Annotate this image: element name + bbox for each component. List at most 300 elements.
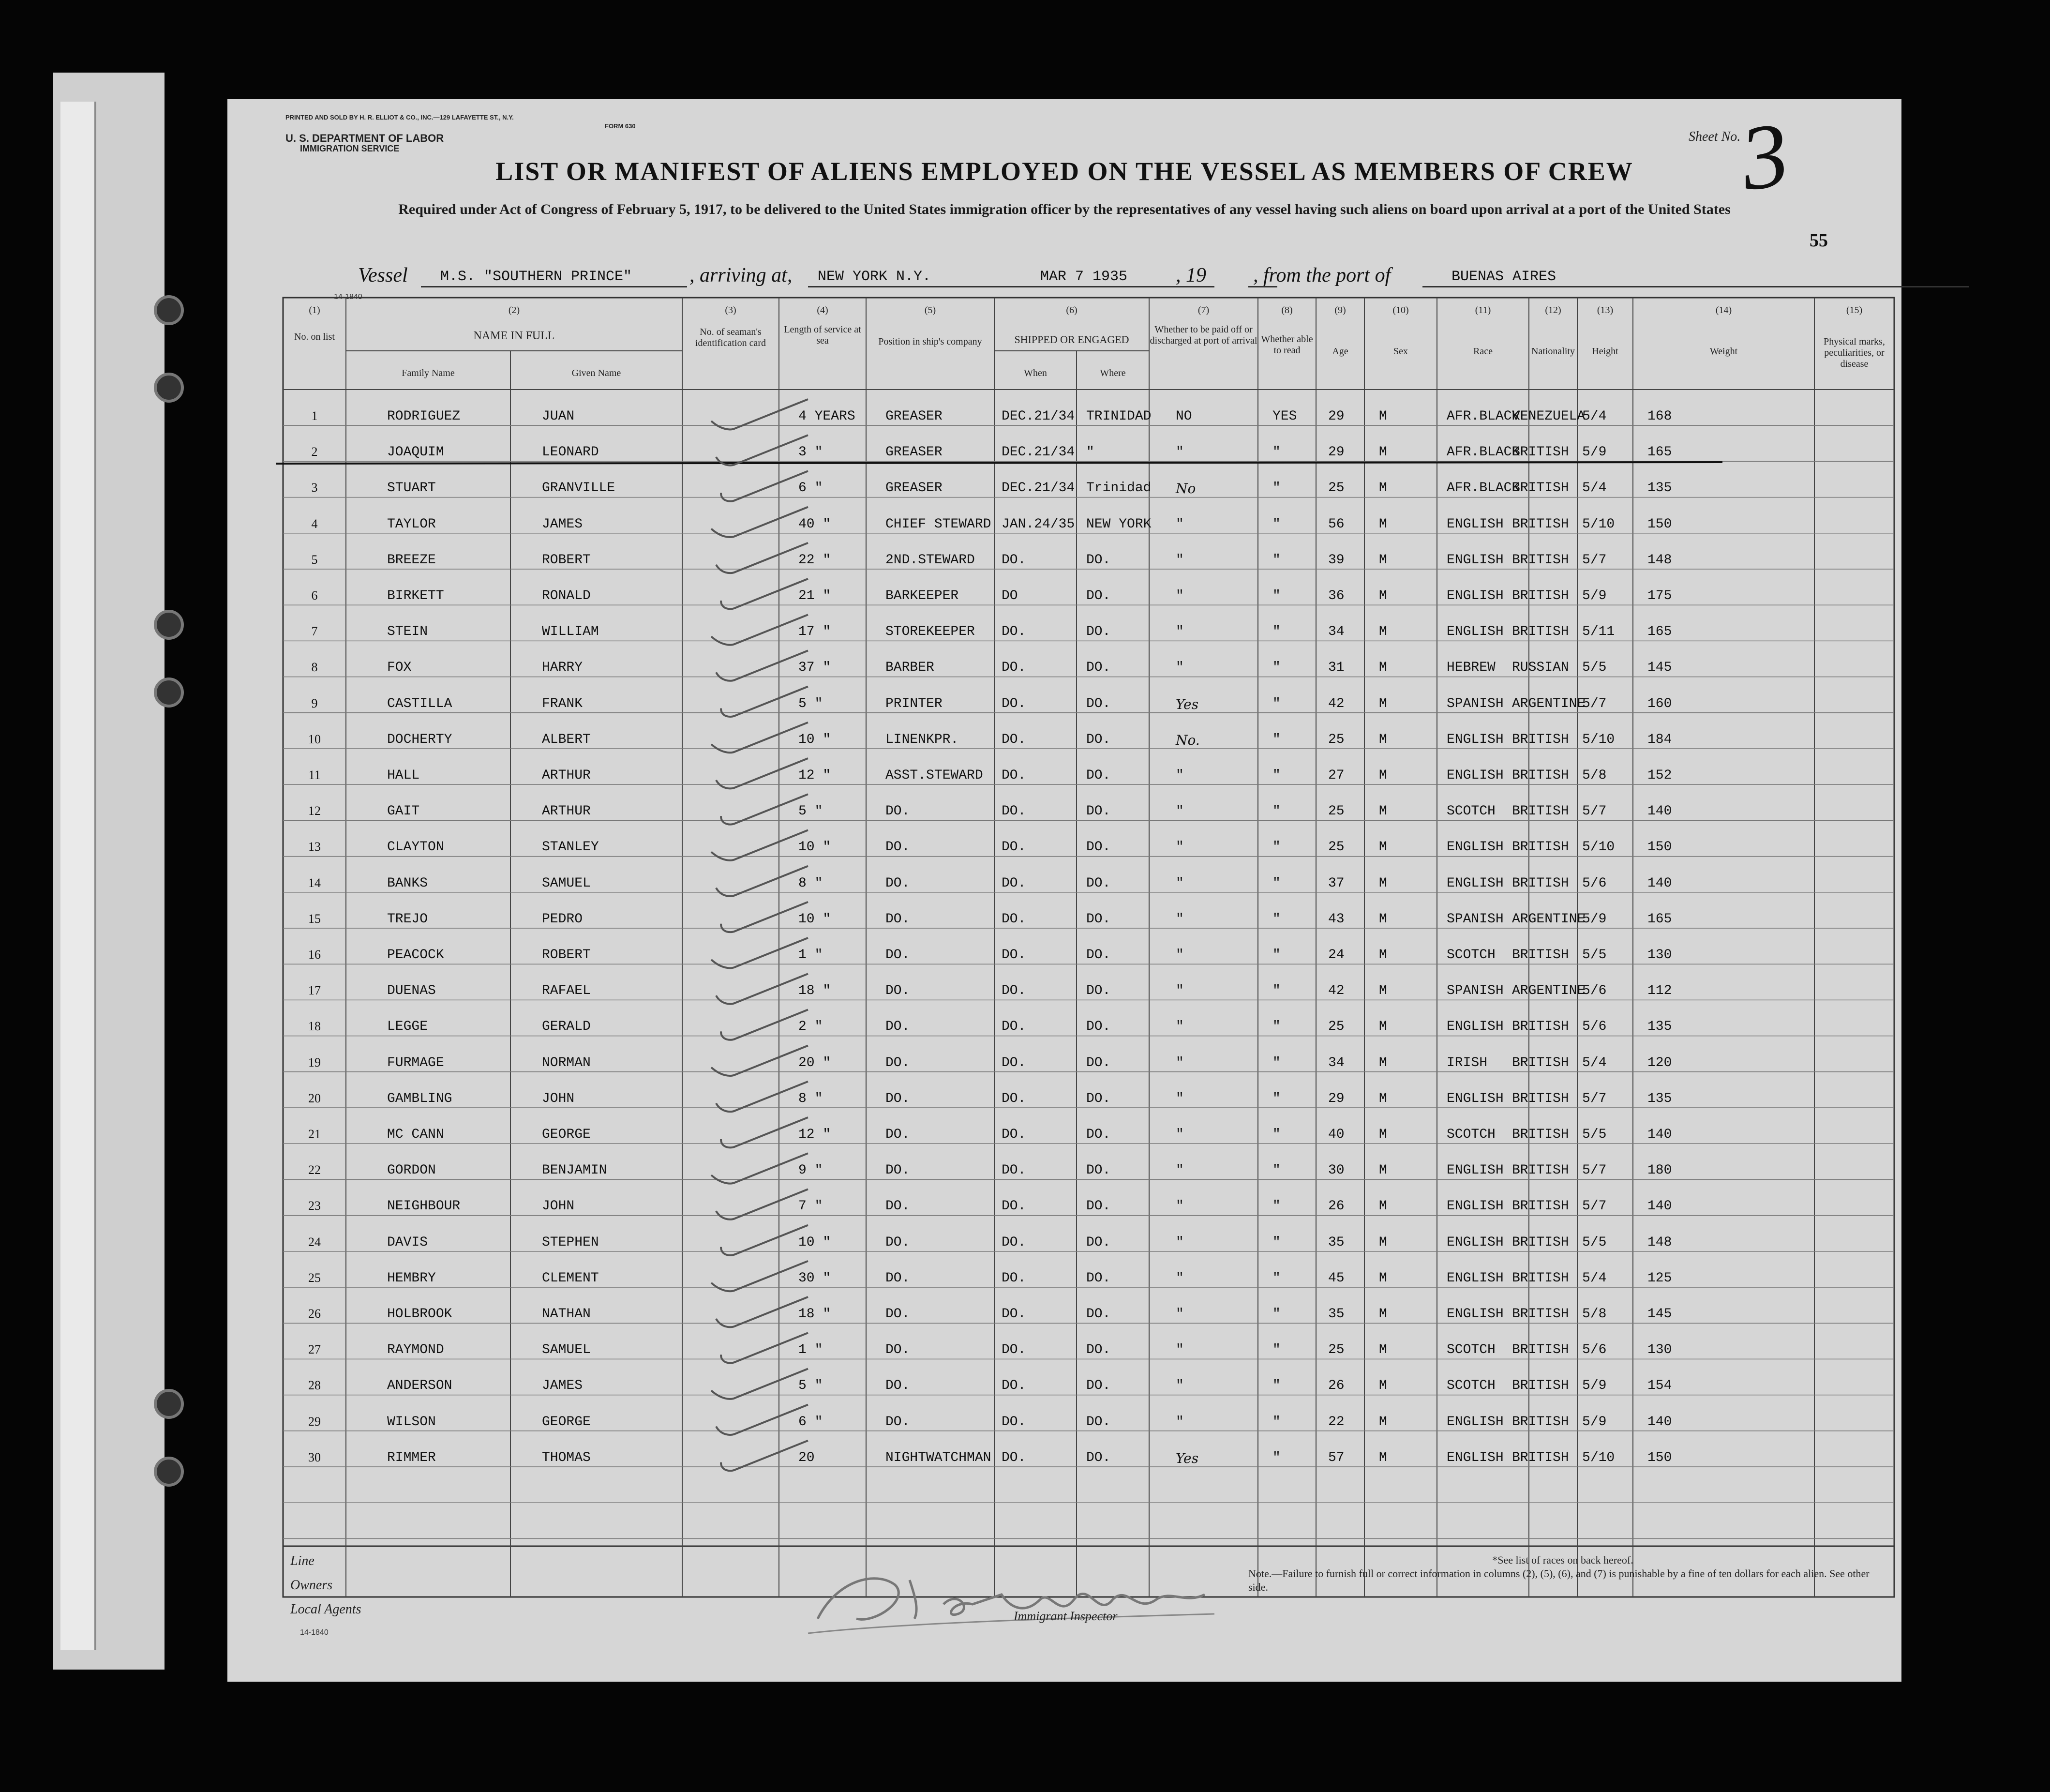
cell-weight: 160 <box>1647 696 1672 711</box>
cell-race: SPANISH <box>1447 911 1504 927</box>
check-mark <box>716 1082 808 1112</box>
cell-height: 5/5 <box>1582 948 1607 963</box>
cell-position: DO. <box>885 840 910 855</box>
cell-able-read: " <box>1272 1307 1281 1322</box>
cell-nationality: BRITISH <box>1512 481 1569 496</box>
header-id-card: No. of seaman's identification card <box>695 327 766 348</box>
inspector-signature <box>798 1551 1234 1648</box>
cell-paid-off: " <box>1176 1235 1184 1250</box>
cell-where: DO. <box>1086 1307 1111 1322</box>
column-number: (6) <box>1066 305 1077 316</box>
cell-where: DO. <box>1086 624 1111 640</box>
cell-paid-off: " <box>1176 516 1184 532</box>
cell-no: 8 <box>311 660 318 675</box>
cell-where: DO. <box>1086 804 1111 819</box>
cell-nationality: BRITISH <box>1512 552 1569 568</box>
page-subtitle: Required under Act of Congress of February 5, 1917, to be delivered to the United States immigration officer by the representatives of any vessel having such aliens on board upon arrival at a port of the United States <box>398 201 1731 217</box>
cell-able-read: " <box>1272 768 1281 783</box>
form-number: FORM 630 <box>605 122 636 130</box>
cell-paid-off: " <box>1176 1378 1184 1394</box>
cell-position: DO. <box>885 1127 910 1142</box>
cell-position: DO. <box>885 1199 910 1214</box>
cell-weight: 140 <box>1647 1414 1672 1430</box>
cell-when: DO. <box>1002 1019 1026 1035</box>
cell-given-name: STANLEY <box>542 840 599 855</box>
cell-sex: M <box>1379 948 1387 963</box>
cell-weight: 165 <box>1647 911 1672 927</box>
cell-length-service: 5 " <box>798 1378 823 1394</box>
column-number: (10) <box>1392 305 1409 316</box>
cell-able-read: " <box>1272 445 1281 460</box>
cell-nationality: BRITISH <box>1512 1055 1569 1070</box>
cell-nationality: BRITISH <box>1512 516 1569 532</box>
cell-able-read: " <box>1272 552 1281 568</box>
cell-sex: M <box>1379 516 1387 532</box>
header-position: Position in ship's company <box>878 336 982 347</box>
cell-age: 43 <box>1328 911 1345 927</box>
arrival-date: MAR 7 1935 <box>1040 269 1128 285</box>
cell-when: DO <box>1002 588 1018 603</box>
cell-nationality: BRITISH <box>1512 1342 1569 1358</box>
column-number: (11) <box>1475 305 1491 316</box>
cell-length-service: 10 " <box>798 911 831 927</box>
cell-weight: 112 <box>1647 983 1672 999</box>
cell-given-name: BENJAMIN <box>542 1163 607 1178</box>
cell-family-name: FURMAGE <box>387 1055 444 1070</box>
cell-position: CHIEF STEWARD <box>885 516 991 532</box>
cell-where: TRINIDAD <box>1086 409 1152 424</box>
cell-position: DO. <box>885 1235 910 1250</box>
cell-given-name: HARRY <box>542 660 583 676</box>
cell-given-name: PEDRO <box>542 911 583 927</box>
cell-sex: M <box>1379 1270 1387 1286</box>
cell-paid-off: " <box>1176 1019 1184 1035</box>
cell-weight: 150 <box>1647 840 1672 855</box>
cell-nationality: BRITISH <box>1512 1019 1569 1035</box>
cell-paid-off: " <box>1176 1414 1184 1430</box>
cell-able-read: " <box>1272 588 1281 603</box>
cell-race: SCOTCH <box>1447 1378 1496 1394</box>
cell-weight: 152 <box>1647 768 1672 783</box>
cell-when: DO. <box>1002 1307 1026 1322</box>
cell-nationality: BRITISH <box>1512 1091 1569 1106</box>
cell-no: 3 <box>311 481 318 495</box>
cell-sex: M <box>1379 1235 1387 1250</box>
check-mark <box>716 1405 808 1435</box>
cell-given-name: ALBERT <box>542 732 591 747</box>
check-mark <box>721 1441 808 1471</box>
check-mark <box>721 471 808 501</box>
check-mark <box>711 938 808 968</box>
cell-nationality: BRITISH <box>1512 1235 1569 1250</box>
cell-height: 5/7 <box>1582 1199 1607 1214</box>
cell-position: DO. <box>885 1414 910 1430</box>
column-number: (15) <box>1846 305 1863 316</box>
cell-age: 25 <box>1328 840 1345 855</box>
cell-when: DEC.21/34 <box>1002 445 1075 460</box>
cell-nationality: BRITISH <box>1512 1127 1569 1142</box>
arriving-label: , arriving at, <box>689 264 793 286</box>
column-number: (4) <box>817 305 828 316</box>
cell-position: DO. <box>885 1342 910 1358</box>
cell-position: ASST.STEWARD <box>885 768 983 783</box>
header-nationality: Nationality <box>1531 346 1575 357</box>
cell-sex: M <box>1379 1019 1387 1035</box>
cell-family-name: CASTILLA <box>387 696 452 711</box>
cell-length-service: 21 " <box>798 588 831 603</box>
cell-age: 29 <box>1328 445 1345 460</box>
cell-able-read: " <box>1272 840 1281 855</box>
cell-race: ENGLISH <box>1447 1091 1504 1106</box>
cell-age: 31 <box>1328 660 1345 676</box>
cell-nationality: ARGENTINE <box>1512 911 1586 927</box>
cell-age: 34 <box>1328 624 1345 640</box>
cell-paid-off: " <box>1176 840 1184 855</box>
cell-race: AFR.BLACK <box>1447 445 1520 460</box>
column-number: (2) <box>508 305 520 316</box>
cell-able-read: " <box>1272 983 1281 999</box>
cell-able-read: " <box>1272 1199 1281 1214</box>
cell-family-name: DAVIS <box>387 1235 428 1250</box>
cell-paid-off: " <box>1176 624 1184 640</box>
cell-no: 18 <box>308 1019 321 1034</box>
cell-family-name: TREJO <box>387 911 428 927</box>
cell-length-service: 8 " <box>798 875 823 891</box>
cell-race: ENGLISH <box>1447 1307 1504 1322</box>
header-given-name: Given Name <box>571 368 621 378</box>
cell-age: 42 <box>1328 696 1345 711</box>
cell-where: DO. <box>1086 1378 1111 1394</box>
binder-hole <box>154 610 184 640</box>
cell-able-read: " <box>1272 948 1281 963</box>
cell-where: Trinidad <box>1086 481 1152 496</box>
binder-hole <box>154 295 184 325</box>
header-weight: Weight <box>1709 346 1738 357</box>
cell-given-name: FRANK <box>542 696 583 711</box>
header-height: Height <box>1592 346 1618 357</box>
cell-weight: 125 <box>1647 1270 1672 1286</box>
cell-paid-off: " <box>1176 1091 1184 1106</box>
cell-able-read: " <box>1272 1270 1281 1286</box>
cell-age: 34 <box>1328 1055 1345 1070</box>
cell-family-name: STEIN <box>387 624 428 640</box>
cell-no: 11 <box>308 768 321 782</box>
cell-when: DO. <box>1002 1055 1026 1070</box>
cell-position: GREASER <box>885 409 943 424</box>
cell-given-name: LEONARD <box>542 445 599 460</box>
cell-weight: 165 <box>1647 624 1672 640</box>
cell-position: GREASER <box>885 481 943 496</box>
column-number: (12) <box>1545 305 1561 316</box>
cell-race: ENGLISH <box>1447 516 1504 532</box>
cell-able-read: " <box>1272 516 1281 532</box>
binder-edge <box>53 73 165 1670</box>
binder-hole <box>154 373 184 403</box>
cell-weight: 148 <box>1647 552 1672 568</box>
cell-length-service: 2 " <box>798 1019 823 1035</box>
cell-age: 25 <box>1328 732 1345 747</box>
cell-where: " <box>1086 445 1094 460</box>
check-mark <box>716 974 808 1004</box>
cell-paid-off: " <box>1176 660 1184 676</box>
sheet-number: 3 <box>1735 103 1795 211</box>
cell-no: 30 <box>308 1450 321 1464</box>
vessel-label: Vessel <box>358 264 408 286</box>
cell-given-name: JOHN <box>542 1199 575 1214</box>
header-family-name: Family Name <box>402 368 455 378</box>
cell-height: 5/10 <box>1582 840 1615 855</box>
cell-when: JAN.24/35 <box>1002 516 1075 532</box>
cell-given-name: JAMES <box>542 516 583 532</box>
cell-race: ENGLISH <box>1447 732 1504 747</box>
cell-sex: M <box>1379 445 1387 460</box>
cell-family-name: DUENAS <box>387 983 436 999</box>
cell-length-service: 6 " <box>798 481 823 496</box>
cell-where: DO. <box>1086 1199 1111 1214</box>
cell-sex: M <box>1379 1307 1387 1322</box>
cell-paid-off: " <box>1176 1307 1184 1322</box>
year-label: , 19 <box>1176 264 1206 286</box>
cell-paid-off: " <box>1176 983 1184 999</box>
cell-position: LINENKPR. <box>885 732 959 747</box>
cell-paid-off: " <box>1176 1055 1184 1070</box>
cell-where: DO. <box>1086 732 1111 747</box>
cell-when: DO. <box>1002 948 1026 963</box>
cell-able-read: " <box>1272 624 1281 640</box>
check-mark <box>721 1117 808 1147</box>
cell-position: DO. <box>885 1378 910 1394</box>
cell-age: 30 <box>1328 1163 1345 1178</box>
from-port-label: , from the port of <box>1253 264 1391 286</box>
cell-no: 2 <box>311 445 318 459</box>
cell-sex: M <box>1379 409 1387 424</box>
cell-length-service: 18 " <box>798 1307 831 1322</box>
cell-height: 5/6 <box>1582 983 1607 999</box>
cell-able-read: " <box>1272 1414 1281 1430</box>
cell-when: DO. <box>1002 1378 1026 1394</box>
inspector-label: Immigrant Inspector <box>1014 1609 1118 1623</box>
vessel-name: M.S. "SOUTHERN PRINCE" <box>440 269 632 285</box>
binder-hole <box>154 1457 184 1487</box>
cell-when: DO. <box>1002 1270 1026 1286</box>
check-mark <box>711 830 808 860</box>
cell-height: 5/6 <box>1582 875 1607 891</box>
cell-age: 42 <box>1328 983 1345 999</box>
cell-race: SCOTCH <box>1447 1342 1496 1358</box>
column-number: (8) <box>1281 305 1293 316</box>
check-mark <box>711 1261 808 1291</box>
cell-sex: M <box>1379 1127 1387 1142</box>
cell-age: 24 <box>1328 948 1345 963</box>
check-mark <box>711 507 808 537</box>
cell-given-name: SAMUEL <box>542 875 591 891</box>
cell-position: PRINTER <box>885 696 943 711</box>
cell-height: 5/5 <box>1582 1235 1607 1250</box>
cell-where: DO. <box>1086 1019 1111 1035</box>
cell-position: 2ND.STEWARD <box>885 552 975 568</box>
cell-able-read: " <box>1272 1342 1281 1358</box>
owners-label: Owners <box>290 1578 333 1593</box>
cell-given-name: WILLIAM <box>542 624 599 640</box>
header-able-read: Whether able to read <box>1261 334 1313 356</box>
cell-paid-off: " <box>1176 911 1184 927</box>
cell-sex: M <box>1379 1342 1387 1358</box>
cell-where: DO. <box>1086 1235 1111 1250</box>
cell-length-service: 10 " <box>798 840 831 855</box>
cell-age: 29 <box>1328 1091 1345 1106</box>
cell-nationality: BRITISH <box>1512 875 1569 891</box>
cell-given-name: JUAN <box>542 409 575 424</box>
cell-sex: M <box>1379 804 1387 819</box>
cell-weight: 130 <box>1647 948 1672 963</box>
cell-position: DO. <box>885 875 910 891</box>
cell-nationality: BRITISH <box>1512 588 1569 603</box>
cell-where: DO. <box>1086 911 1111 927</box>
cell-when: DO. <box>1002 840 1026 855</box>
cell-when: DEC.21/34 <box>1002 409 1075 424</box>
cell-height: 5/5 <box>1582 1127 1607 1142</box>
cell-where: NEW YORK <box>1086 516 1152 532</box>
cell-weight: 154 <box>1647 1378 1672 1394</box>
cell-paid-off: " <box>1176 1127 1184 1142</box>
cell-paid-off: " <box>1176 1342 1184 1358</box>
cell-where: DO. <box>1086 660 1111 676</box>
cell-no: 10 <box>308 732 321 746</box>
cell-able-read: " <box>1272 1091 1281 1106</box>
cell-when: DO. <box>1002 552 1026 568</box>
header-no-on-list: No. on list <box>294 331 335 342</box>
cell-age: 56 <box>1328 516 1345 532</box>
cell-race: ENGLISH <box>1447 768 1504 783</box>
cell-given-name: ROBERT <box>542 552 591 568</box>
cell-no: 25 <box>308 1270 321 1285</box>
check-mark <box>711 723 808 753</box>
cell-length-service: 40 " <box>798 516 831 532</box>
cell-height: 5/9 <box>1582 1414 1607 1430</box>
cell-no: 12 <box>308 804 321 818</box>
cell-where: DO. <box>1086 875 1111 891</box>
cell-given-name: ARTHUR <box>542 804 591 819</box>
cell-where: DO. <box>1086 1127 1111 1142</box>
cell-length-service: 12 " <box>798 1127 831 1142</box>
cell-length-service: 37 " <box>798 660 831 676</box>
cell-when: DO. <box>1002 1450 1026 1465</box>
cell-position: DO. <box>885 1019 910 1035</box>
header-paid-off: Whether to be paid off or discharged at port of arrival <box>1150 324 1257 346</box>
cell-length-service: 30 " <box>798 1270 831 1286</box>
cell-height: 5/8 <box>1582 768 1607 783</box>
cell-able-read: " <box>1272 875 1281 891</box>
cell-family-name: ANDERSON <box>387 1378 452 1394</box>
cell-race: ENGLISH <box>1447 1163 1504 1178</box>
cell-length-service: 6 " <box>798 1414 823 1430</box>
cell-given-name: GEORGE <box>542 1127 591 1142</box>
cell-sex: M <box>1379 1055 1387 1070</box>
form-code-footer: 14-1840 <box>300 1628 329 1637</box>
header-name-in-full: NAME IN FULL <box>473 330 555 342</box>
cell-age: 26 <box>1328 1199 1345 1214</box>
cell-able-read: " <box>1272 1163 1281 1178</box>
cell-no: 19 <box>308 1055 321 1069</box>
check-mark <box>711 1046 808 1076</box>
cell-nationality: BRITISH <box>1512 445 1569 460</box>
cell-height: 5/11 <box>1582 624 1615 640</box>
cell-height: 5/4 <box>1582 1270 1607 1286</box>
cell-sex: M <box>1379 840 1387 855</box>
cell-family-name: STUART <box>387 481 436 496</box>
from-port: BUENAS AIRES <box>1451 269 1556 285</box>
cell-race: IRISH <box>1447 1055 1488 1070</box>
cell-family-name: WILSON <box>387 1414 436 1430</box>
cell-age: 27 <box>1328 768 1345 783</box>
cell-age: 57 <box>1328 1450 1345 1465</box>
cell-nationality: BRITISH <box>1512 1199 1569 1214</box>
cell-nationality: BRITISH <box>1512 948 1569 963</box>
cell-when: DO. <box>1002 804 1026 819</box>
cell-age: 29 <box>1328 409 1345 424</box>
printer-line: PRINTED AND SOLD BY H. R. ELLIOT & CO., INC.—129 LAFAYETTE ST., N.Y. <box>285 114 514 121</box>
cell-weight: 184 <box>1647 732 1672 747</box>
cell-no: 4 <box>311 516 318 531</box>
cell-weight: 180 <box>1647 1163 1672 1178</box>
cell-able-read: " <box>1272 1450 1281 1465</box>
cell-no: 1 <box>311 409 318 423</box>
cell-length-service: 18 " <box>798 983 831 999</box>
cell-position: DO. <box>885 911 910 927</box>
column-number: (1) <box>309 305 320 316</box>
cell-height: 5/7 <box>1582 1163 1607 1178</box>
cell-weight: 145 <box>1647 660 1672 676</box>
cell-position: STOREKEEPER <box>885 624 975 640</box>
cell-height: 5/4 <box>1582 409 1607 424</box>
cell-age: 45 <box>1328 1270 1345 1286</box>
header-race: Race <box>1473 346 1493 357</box>
cell-position: DO. <box>885 983 910 999</box>
check-mark <box>711 615 808 645</box>
cell-where: DO. <box>1086 768 1111 783</box>
column-number: (7) <box>1197 305 1210 316</box>
cell-weight: 140 <box>1647 875 1672 891</box>
cell-sex: M <box>1379 768 1387 783</box>
department-label: U. S. DEPARTMENT OF LABOR <box>285 132 444 144</box>
cell-length-service: 4 YEARS <box>798 409 855 424</box>
cell-position: DO. <box>885 948 910 963</box>
cell-paid-off: Yes <box>1176 1450 1198 1466</box>
cell-where: DO. <box>1086 696 1111 711</box>
check-mark <box>711 1369 808 1399</box>
cell-no: 5 <box>311 552 318 567</box>
cell-given-name: RAFAEL <box>542 983 591 999</box>
cell-when: DO. <box>1002 1235 1026 1250</box>
cell-length-service: 5 " <box>798 696 823 711</box>
cell-length-service: 20 " <box>798 1055 831 1070</box>
sheet-no-label: Sheet No. <box>1689 129 1741 144</box>
cell-family-name: GAMBLING <box>387 1091 452 1106</box>
cell-no: 27 <box>308 1342 321 1357</box>
cell-no: 29 <box>308 1414 321 1429</box>
cell-able-read: " <box>1272 1378 1281 1394</box>
cell-family-name: LEGGE <box>387 1019 428 1035</box>
cell-paid-off: " <box>1176 552 1184 568</box>
cell-race: ENGLISH <box>1447 1235 1504 1250</box>
cell-family-name: BIRKETT <box>387 588 444 603</box>
cell-weight: 140 <box>1647 1127 1672 1142</box>
cell-weight: 168 <box>1647 409 1672 424</box>
cell-where: DO. <box>1086 588 1111 603</box>
cell-weight: 135 <box>1647 481 1672 496</box>
cell-sex: M <box>1379 1450 1387 1465</box>
cell-given-name: RONALD <box>542 588 591 603</box>
